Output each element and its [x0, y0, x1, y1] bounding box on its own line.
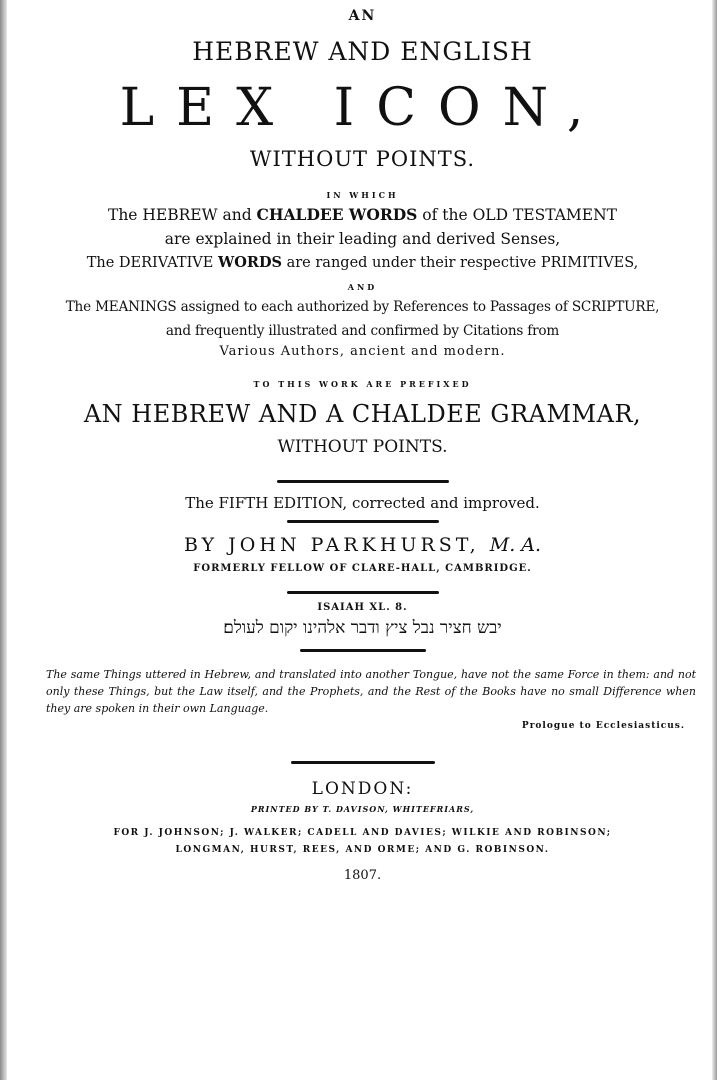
description-line-4: The MEANINGS assigned to each authorized by References to Passages of SCRIPTURE, — [65, 299, 660, 316]
epigraph-quote: The same Things uttered in Hebrew, and translated into another Tongue, have not the same Force in them: and not only these Things, but the Law itself, and the Prophets, and the Rest of the Books have no small Difference when they are spoken in their own Language. — [46, 667, 696, 715]
page-edge-right — [712, 0, 717, 1080]
ornamental-rule — [291, 761, 435, 764]
title-lexicon: LEX ICON, — [119, 77, 606, 138]
imprint-place: LONDON: — [311, 778, 414, 799]
grammar-title: AN HEBREW AND A CHALDEE GRAMMAR, — [83, 399, 642, 428]
ornamental-rule — [300, 649, 426, 652]
description-line-1-chaldee: CHALDEE WORDS — [256, 204, 418, 224]
ornamental-rule — [287, 591, 439, 594]
description-line-1-post: of the OLD TESTAMENT — [417, 205, 617, 224]
scripture-reference: ISAIAH XL. 8. — [317, 601, 408, 613]
description-line-6: Various Authors, ancient and modern. — [219, 343, 506, 359]
title-without-points: WITHOUT POINTS. — [249, 146, 476, 171]
ornamental-rule — [287, 520, 439, 523]
ornamental-rule — [277, 480, 449, 483]
prefixed-label: TO THIS WORK ARE PREFIXED — [253, 378, 472, 389]
description-line-3 — [26, 255, 699, 272]
in-which-label: IN WHICH — [326, 189, 399, 200]
description-line-3-post: are ranged under their respective PRIMITIVES, — [282, 254, 639, 271]
epigraph-source: Prologue to Ecclesiasticus. — [521, 720, 685, 731]
author-line — [26, 535, 699, 557]
author-degree: M. A. — [489, 534, 542, 557]
imprint-printer: PRINTED BY T. DAVISON, WHITEFRIARS, — [250, 804, 475, 815]
hebrew-verse: יבש חציר נבל ציץ ודבר אלהינו יקום לעולם׃ — [223, 618, 502, 639]
imprint-publishers-2: LONGMAN, HURST, REES, AND ORME; AND G. ROBINSON. — [175, 844, 550, 855]
edition-statement: The FIFTH EDITION, corrected and improved. — [185, 493, 540, 512]
imprint-publishers-1: FOR J. JOHNSON; J. WALKER; CADELL AND DAVIES; WILKIE AND ROBINSON; — [113, 828, 612, 839]
description-line-1 — [26, 206, 699, 225]
and-label: AND — [347, 282, 378, 293]
page-edge-left — [0, 0, 7, 1080]
description-line-1-pre: The HEBREW and — [107, 205, 257, 224]
author-affiliation: FORMERLY FELLOW OF CLARE-HALL, CAMBRIDGE. — [193, 563, 532, 575]
imprint-year: 1807. — [343, 868, 382, 884]
description-line-5: and frequently illustrated and confirmed by Citations from — [165, 323, 560, 340]
grammar-without-points: WITHOUT POINTS. — [277, 437, 448, 458]
title-hebrew-english: HEBREW AND ENGLISH — [192, 37, 533, 67]
description-line-3-pre: The DERIVATIVE — [86, 254, 218, 271]
author-name: BY JOHN PARKHURST, — [183, 534, 490, 557]
description-line-3-words: WORDS — [217, 253, 282, 271]
description-line-2: are explained in their leading and derived Senses, — [164, 229, 561, 248]
article-an: AN — [348, 8, 377, 24]
